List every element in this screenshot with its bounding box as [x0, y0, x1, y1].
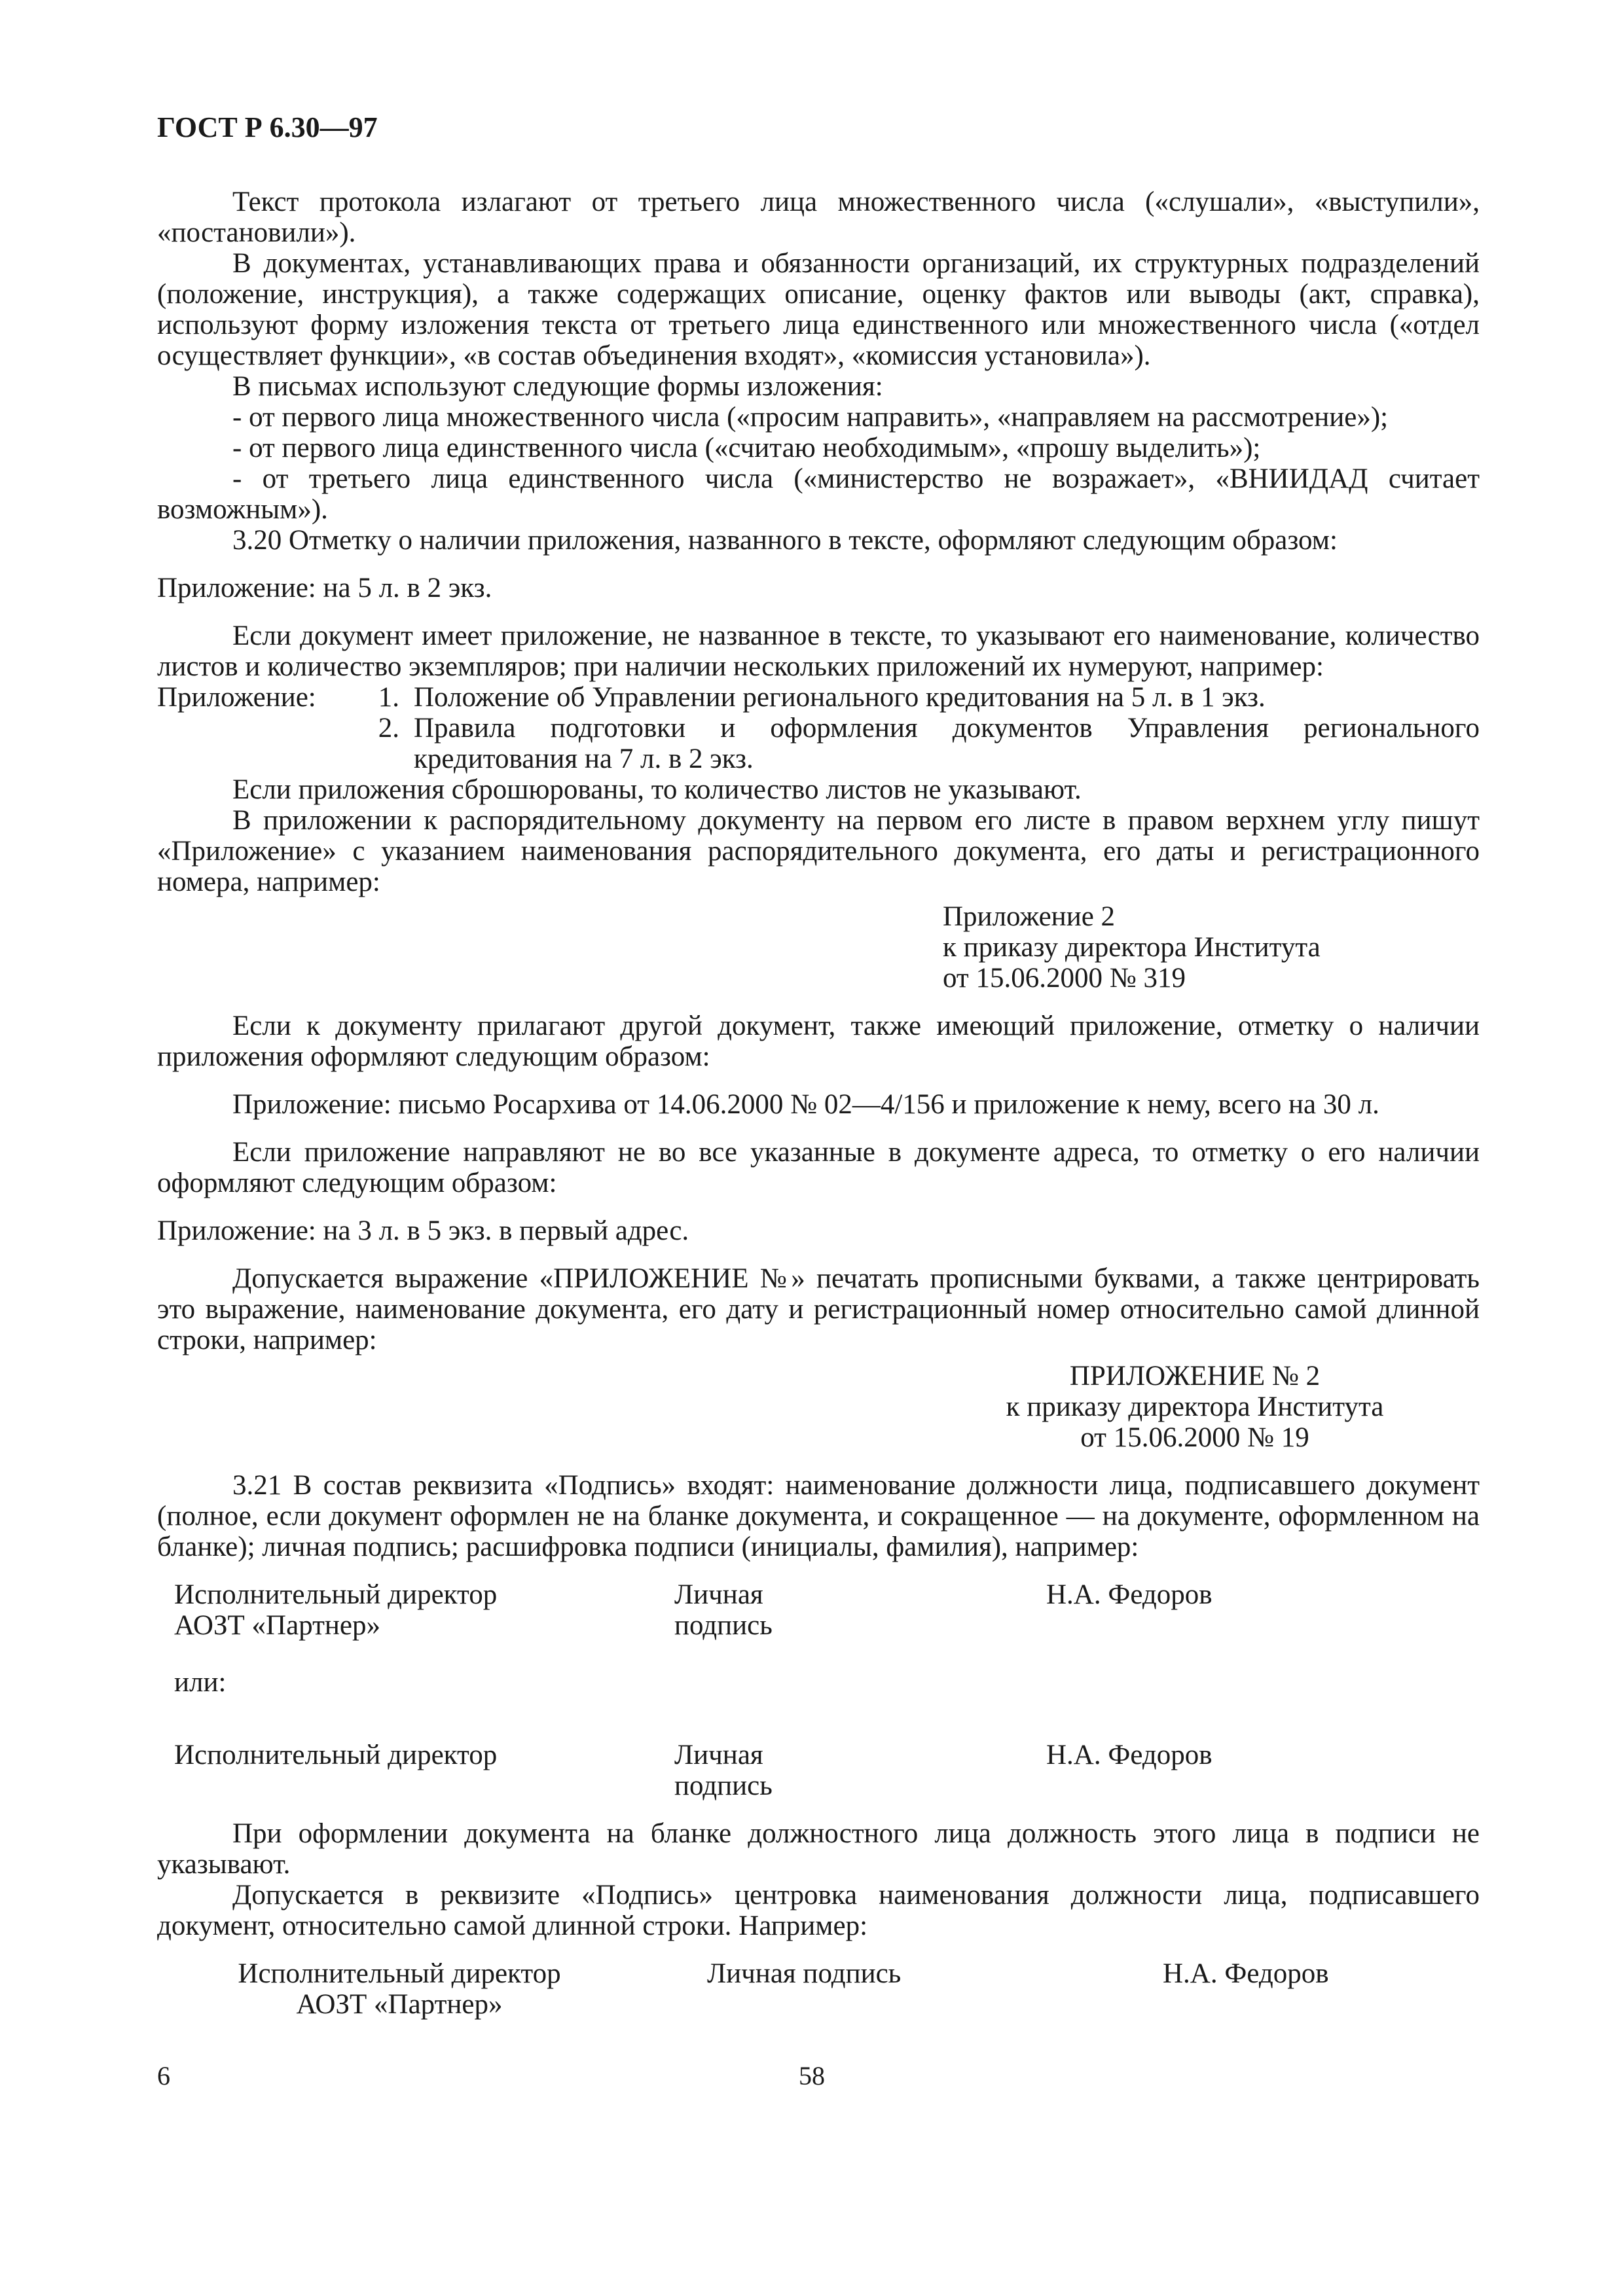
- paragraph: Допускается в реквизите «Подпись» центровка наименования должности лица, подписавшего документ, относительно самой длинной строки. Например:: [157, 1880, 1480, 1941]
- list-item: - от третьего лица единственного числа («министерство не возражает», «ВНИИДАД считает возможным»).: [157, 463, 1480, 525]
- signature-name: Н.А. Федоров: [1046, 1740, 1213, 1770]
- paragraph: В письмах используют следующие формы изложения:: [232, 371, 883, 402]
- signature-position: Исполнительный директор: [174, 1579, 498, 1610]
- signature-name: Н.А. Федоров: [1046, 1579, 1213, 1610]
- paragraph: Если приложения сброшюрованы, то количество листов не указывают.: [232, 774, 1082, 805]
- list-item: - от первого лица единственного числа («считаю необходимым», «прошу выделить»);: [232, 433, 1261, 463]
- or-text: или:: [174, 1667, 227, 1698]
- signature-personal: Личная подпись: [707, 1958, 902, 1989]
- example: Приложение: на 5 л. в 2 экз.: [157, 573, 492, 603]
- paragraph: В документах, устанавливающих права и обязанности организаций, их структурных подразделений (положение, инструкция), а также содержащих описание, оценку фактов или выводы (акт, справка), используют форму изложения текста от третьего лица единственного или множественного числа («отдел осуществляет функции», «в состав объединения входят», «комиссия установила»).: [157, 248, 1480, 371]
- section-3-20: 3.20 Отметку о наличии приложения, названного в тексте, оформляют следующим образом:: [232, 525, 1338, 556]
- signature-position: Исполнительный директор: [238, 1958, 561, 1989]
- appendix-text: Положение об Управлении регионального кредитования на 5 л. в 1 экз.: [414, 682, 1266, 713]
- signature-example-centered: [157, 1958, 1480, 2020]
- appendix-number: 2.: [378, 713, 399, 744]
- signature-personal: Личная: [674, 1740, 763, 1770]
- paragraph: Если документ имеет приложение, не названное в тексте, то указывают его наименование, количество листов и количество экземпляров; при наличии нескольких приложений их нумеруют, например:: [157, 620, 1480, 682]
- appendix-number: 1.: [378, 682, 399, 713]
- stamp-line: Приложение 2: [943, 901, 1116, 932]
- paragraph: Если приложение направляют не во все указанные в документе адреса, то отметку о его наличии оформляют следующим образом:: [157, 1137, 1480, 1198]
- stamp-line: от 15.06.2000 № 319: [943, 963, 1186, 994]
- stamp-line: к приказу директора Института: [943, 932, 1321, 963]
- page-header: ГОСТ Р 6.30—97: [157, 111, 378, 143]
- signature-organization: АОЗТ «Партнер»: [174, 1610, 380, 1641]
- signature-position: Исполнительный директор: [174, 1740, 498, 1770]
- signature-example: [157, 1740, 1480, 1801]
- paragraph: В приложении к распорядительному документу на первом его листе в правом верхнем углу пишут «Приложение» с указанием наименования распорядительного документа, его даты и регистрационного номера, например:: [157, 805, 1480, 897]
- document-body: [157, 187, 1480, 2020]
- paragraph: Текст протокола излагают от третьего лица множественного числа («слушали», «выступили», «постановили»).: [157, 187, 1480, 248]
- paragraph: Если к документу прилагают другой документ, также имеющий приложение, отметку о наличии приложения оформляют следующим образом:: [157, 1011, 1480, 1072]
- stamp-line: ПРИЛОЖЕНИЕ № 2: [1069, 1361, 1321, 1391]
- list-item: - от первого лица множественного числа («просим направить», «направляем на рассмотрение»);: [232, 402, 1389, 433]
- stamp-line: к приказу директора Института: [1006, 1391, 1384, 1422]
- appendix-label: Приложение:: [157, 682, 316, 713]
- signature-example: [157, 1579, 1480, 1641]
- example: Приложение: письмо Росархива от 14.06.2000 № 02—4/156 и приложение к нему, всего на 30 л.: [232, 1089, 1379, 1120]
- appendix-text: Правила подготовки и оформления документов Управления регионального кредитования на 7 л. в 2 экз.: [414, 713, 1480, 774]
- section-3-21: 3.21 В состав реквизита «Подпись» входят: наименование должности лица, подписавшего документ (полное, если документ оформлен не на бланке документа, и сокращенное — на документе, оформленном на бланке); личная подпись; расшифровка подписи (инициалы, фамилия), например:: [157, 1470, 1480, 1562]
- page-number-center: 58: [799, 2061, 825, 2090]
- appendix-stamp-centered: [976, 1361, 1414, 1453]
- page-number-left: 6: [157, 2061, 170, 2090]
- appendix-stamp: [943, 901, 1480, 994]
- paragraph: Допускается выражение «ПРИЛОЖЕНИЕ №» печатать прописными буквами, а также центрировать это выражение, наименование документа, его дату и регистрационный номер относительно самой длинной строки, например:: [157, 1263, 1480, 1355]
- stamp-line: от 15.06.2000 № 19: [1080, 1422, 1309, 1453]
- signature-name: Н.А. Федоров: [1163, 1958, 1329, 1989]
- signature-personal: подпись: [674, 1610, 773, 1641]
- example: Приложение: на 3 л. в 5 экз. в первый адрес.: [157, 1215, 689, 1246]
- signature-organization: АОЗТ «Партнер»: [296, 1989, 503, 2020]
- paragraph: При оформлении документа на бланке должностного лица должность этого лица в подписи не указывают.: [157, 1818, 1480, 1880]
- signature-personal: Личная: [674, 1579, 763, 1610]
- appendix-list: [157, 682, 1480, 774]
- signature-personal: подпись: [674, 1770, 773, 1801]
